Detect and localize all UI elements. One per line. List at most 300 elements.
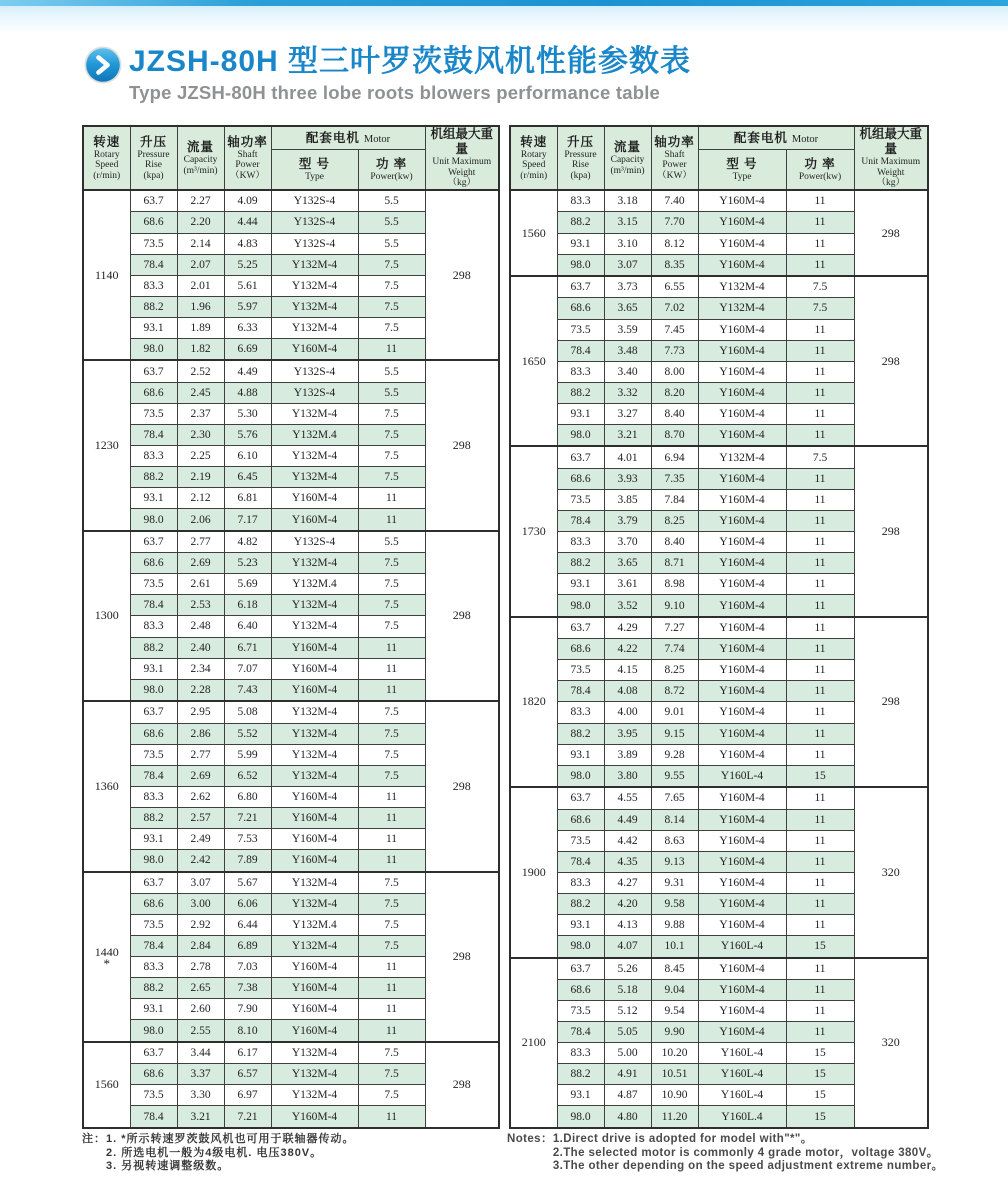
cell-motor-power: 11 xyxy=(786,1001,854,1022)
cell-pressure-rise: 68.6 xyxy=(130,553,177,574)
cell-motor-power: 7.5 xyxy=(358,744,425,765)
cell-pressure-rise: 88.2 xyxy=(557,382,604,403)
cell-motor-type: Y132M-4 xyxy=(271,723,358,744)
cell-shaft-power: 6.10 xyxy=(224,446,271,467)
cell-capacity: 4.29 xyxy=(604,617,651,639)
note-line: 2.The selected motor is commonly 4 grade motor，voltage 380V。 xyxy=(552,1146,939,1159)
cell-shaft-power: 5.67 xyxy=(224,872,271,894)
cell-capacity: 4.07 xyxy=(604,936,651,958)
cell-shaft-power: 7.70 xyxy=(651,212,698,233)
cell-motor-type: Y132M-4 xyxy=(271,254,358,275)
cell-pressure-rise: 68.6 xyxy=(130,893,177,914)
cell-capacity: 4.15 xyxy=(604,660,651,681)
cell-shaft-power: 6.52 xyxy=(224,765,271,786)
speed-cell: 1730 xyxy=(510,446,557,616)
cell-pressure-rise: 93.1 xyxy=(130,488,177,509)
cell-motor-type: Y160M-4 xyxy=(698,595,786,617)
cell-motor-type: Y160M-4 xyxy=(271,1106,358,1128)
table-header xyxy=(510,126,928,190)
cell-capacity: 4.27 xyxy=(604,872,651,893)
cell-shaft-power: 8.45 xyxy=(651,958,698,980)
cell-motor-type: Y132M.4 xyxy=(271,424,358,445)
cell-motor-type: Y160M-4 xyxy=(698,319,786,340)
cell-pressure-rise: 93.1 xyxy=(130,658,177,679)
cell-motor-type: Y160M-4 xyxy=(271,509,358,531)
cell-pressure-rise: 78.4 xyxy=(130,424,177,445)
cell-pressure-rise: 88.2 xyxy=(557,212,604,233)
cell-motor-type: Y160M-4 xyxy=(698,723,786,744)
cell-motor-power: 11 xyxy=(786,744,854,765)
cell-capacity: 2.65 xyxy=(177,978,224,999)
cell-motor-power: 7.5 xyxy=(358,296,425,317)
cell-motor-type: Y160M-4 xyxy=(271,1020,358,1042)
cell-motor-power: 11 xyxy=(786,553,854,574)
cell-capacity: 5.00 xyxy=(604,1043,651,1064)
cell-motor-power: 7.5 xyxy=(786,276,854,298)
cell-motor-power: 15 xyxy=(786,765,854,787)
cell-motor-type: Y160M-4 xyxy=(271,637,358,658)
speed-cell: 1560 xyxy=(83,1042,130,1128)
cell-pressure-rise: 63.7 xyxy=(557,787,604,809)
cell-motor-type: Y160M-4 xyxy=(698,190,786,212)
cell-capacity: 1.96 xyxy=(177,296,224,317)
speed-cell: 2100 xyxy=(510,958,557,1129)
cell-pressure-rise: 93.1 xyxy=(557,744,604,765)
cell-motor-type: Y160M-4 xyxy=(271,999,358,1020)
cell-pressure-rise: 93.1 xyxy=(557,574,604,595)
cell-capacity: 2.77 xyxy=(177,744,224,765)
cell-motor-power: 11 xyxy=(786,361,854,382)
cell-motor-power: 11 xyxy=(786,660,854,681)
cell-shaft-power: 7.40 xyxy=(651,190,698,212)
cell-pressure-rise: 63.7 xyxy=(130,531,177,553)
cell-motor-type: Y160M-4 xyxy=(271,850,358,872)
cell-shaft-power: 4.44 xyxy=(224,212,271,233)
cell-motor-power: 7.5 xyxy=(358,893,425,914)
cell-capacity: 4.87 xyxy=(604,1085,651,1106)
speed-cell: 1650 xyxy=(510,276,557,446)
cell-motor-power: 7.5 xyxy=(358,723,425,744)
cell-motor-power: 7.5 xyxy=(358,936,425,957)
cell-motor-type: Y160M-4 xyxy=(271,807,358,828)
cell-pressure-rise: 93.1 xyxy=(130,999,177,1020)
cell-pressure-rise: 73.5 xyxy=(557,319,604,340)
cell-pressure-rise: 98.0 xyxy=(130,850,177,872)
cell-capacity: 2.55 xyxy=(177,1020,224,1042)
table-header xyxy=(83,126,499,190)
cell-motor-power: 7.5 xyxy=(358,424,425,445)
cell-motor-type: Y132M-4 xyxy=(271,553,358,574)
cell-shaft-power: 8.40 xyxy=(651,403,698,424)
cell-motor-type: Y132M-4 xyxy=(271,893,358,914)
table-row xyxy=(510,190,928,212)
cell-capacity: 2.62 xyxy=(177,786,224,807)
table-row xyxy=(510,446,928,468)
cell-motor-power: 11 xyxy=(786,681,854,702)
cell-shaft-power: 7.07 xyxy=(224,658,271,679)
speed-cell: 1300 xyxy=(83,531,130,701)
cell-pressure-rise: 73.5 xyxy=(130,574,177,595)
cell-motor-type: Y160M-4 xyxy=(698,382,786,403)
cell-shaft-power: 7.73 xyxy=(651,340,698,361)
cell-motor-type: Y160L-4 xyxy=(698,1064,786,1085)
cell-motor-type: Y160M-4 xyxy=(698,660,786,681)
cell-capacity: 2.48 xyxy=(177,616,224,637)
cell-motor-type: Y132M-4 xyxy=(271,1064,358,1085)
cell-capacity: 3.93 xyxy=(604,468,651,489)
cell-capacity: 3.95 xyxy=(604,723,651,744)
notes-label: Notes： xyxy=(507,1133,553,1145)
cell-capacity: 2.61 xyxy=(177,574,224,595)
cell-motor-type: Y160M-4 xyxy=(698,574,786,595)
cell-pressure-rise: 88.2 xyxy=(130,637,177,658)
cell-motor-type: Y160M-4 xyxy=(698,340,786,361)
cell-pressure-rise: 78.4 xyxy=(557,510,604,531)
cell-shaft-power: 8.25 xyxy=(651,510,698,531)
cell-shaft-power: 9.58 xyxy=(651,893,698,914)
cell-pressure-rise: 88.2 xyxy=(130,807,177,828)
cell-motor-power: 5.5 xyxy=(358,190,425,212)
cell-motor-type: Y160M-4 xyxy=(271,957,358,978)
cell-pressure-rise: 83.3 xyxy=(130,275,177,296)
table-row xyxy=(510,617,928,639)
cell-motor-type: Y160M-4 xyxy=(698,489,786,510)
cell-shaft-power: 6.80 xyxy=(224,786,271,807)
table-row xyxy=(510,276,928,298)
cell-pressure-rise: 73.5 xyxy=(557,660,604,681)
cell-pressure-rise: 83.3 xyxy=(557,532,604,553)
performance-table-right xyxy=(509,125,929,1129)
cell-motor-type: Y132M-4 xyxy=(271,765,358,786)
cell-motor-type: Y132M-4 xyxy=(271,872,358,894)
cell-motor-power: 11 xyxy=(358,1106,425,1128)
cell-motor-power: 11 xyxy=(786,851,854,872)
cell-shaft-power: 6.33 xyxy=(224,317,271,338)
cell-motor-type: Y160M-4 xyxy=(698,979,786,1000)
cell-shaft-power: 7.35 xyxy=(651,468,698,489)
cell-pressure-rise: 83.3 xyxy=(557,190,604,212)
cell-capacity: 2.78 xyxy=(177,957,224,978)
cell-motor-power: 15 xyxy=(786,1064,854,1085)
cell-shaft-power: 6.45 xyxy=(224,467,271,488)
cell-capacity: 3.44 xyxy=(177,1042,224,1064)
cell-pressure-rise: 88.2 xyxy=(130,978,177,999)
cell-motor-power: 7.5 xyxy=(358,872,425,894)
cell-capacity: 3.27 xyxy=(604,403,651,424)
cell-pressure-rise: 83.3 xyxy=(130,446,177,467)
cell-capacity: 3.21 xyxy=(177,1106,224,1128)
cell-pressure-rise: 93.1 xyxy=(130,317,177,338)
weight-cell: 298 xyxy=(854,190,928,276)
cell-capacity: 5.18 xyxy=(604,979,651,1000)
cell-shaft-power: 6.06 xyxy=(224,893,271,914)
cell-capacity: 2.25 xyxy=(177,446,224,467)
cell-motor-power: 11 xyxy=(786,254,854,276)
cell-motor-power: 11 xyxy=(358,637,425,658)
speed-cell: 1560 xyxy=(510,190,557,276)
cell-motor-type: Y160M-4 xyxy=(698,830,786,851)
cell-motor-power: 5.5 xyxy=(358,531,425,553)
cell-capacity: 2.57 xyxy=(177,807,224,828)
cell-motor-power: 7.5 xyxy=(358,275,425,296)
cell-shaft-power: 6.69 xyxy=(224,338,271,360)
cell-shaft-power: 7.84 xyxy=(651,489,698,510)
cell-pressure-rise: 68.6 xyxy=(130,723,177,744)
cell-motor-power: 7.5 xyxy=(358,701,425,723)
cell-capacity: 2.53 xyxy=(177,595,224,616)
cell-motor-type: Y160L-4 xyxy=(698,765,786,787)
cell-capacity: 2.20 xyxy=(177,212,224,233)
cell-capacity: 2.77 xyxy=(177,531,224,553)
cell-shaft-power: 7.21 xyxy=(224,1106,271,1128)
weight-cell: 298 xyxy=(425,872,499,1042)
cell-pressure-rise: 78.4 xyxy=(557,681,604,702)
cell-capacity: 4.22 xyxy=(604,639,651,660)
cell-motor-power: 11 xyxy=(786,723,854,744)
cell-capacity: 5.05 xyxy=(604,1022,651,1043)
cell-motor-type: Y160M-4 xyxy=(698,702,786,723)
cell-capacity: 2.84 xyxy=(177,936,224,957)
cell-pressure-rise: 83.3 xyxy=(130,786,177,807)
cell-pressure-rise: 73.5 xyxy=(557,830,604,851)
cell-pressure-rise: 98.0 xyxy=(557,595,604,617)
cell-pressure-rise: 68.6 xyxy=(557,979,604,1000)
cell-capacity: 3.30 xyxy=(177,1085,224,1106)
note-line: 3.The other depending on the speed adjustment extreme number。 xyxy=(552,1160,944,1172)
cell-pressure-rise: 98.0 xyxy=(130,1020,177,1042)
cell-capacity: 4.80 xyxy=(604,1106,651,1128)
cell-motor-power: 7.5 xyxy=(786,298,854,319)
cell-motor-power: 7.5 xyxy=(358,616,425,637)
cell-capacity: 2.40 xyxy=(177,637,224,658)
cell-shaft-power: 6.17 xyxy=(224,1042,271,1064)
header-motor-type: 型 号 Type xyxy=(271,149,358,190)
cell-motor-power: 11 xyxy=(786,532,854,553)
cell-motor-power: 11 xyxy=(786,489,854,510)
cell-pressure-rise: 83.3 xyxy=(130,616,177,637)
cell-capacity: 2.92 xyxy=(177,915,224,936)
cell-motor-type: Y132M-4 xyxy=(271,595,358,616)
table-row xyxy=(510,958,928,980)
cell-motor-type: Y160M-4 xyxy=(271,679,358,701)
header-unit-weight: 机组最大重量 Unit Maximum Weight （kg） xyxy=(854,126,928,190)
cell-motor-power: 11 xyxy=(786,830,854,851)
speed-cell: 1230 xyxy=(83,360,130,530)
cell-capacity: 4.35 xyxy=(604,851,651,872)
cell-shaft-power: 6.18 xyxy=(224,595,271,616)
cell-capacity: 2.52 xyxy=(177,360,224,382)
cell-capacity: 2.69 xyxy=(177,553,224,574)
cell-motor-power: 11 xyxy=(786,787,854,809)
cell-motor-type: Y160M-4 xyxy=(698,809,786,830)
cell-motor-power: 15 xyxy=(786,1043,854,1064)
cell-motor-power: 11 xyxy=(358,999,425,1020)
cell-pressure-rise: 88.2 xyxy=(557,553,604,574)
note-line: 1. *所示转速罗茨鼓风机也可用于联轴器传动。 xyxy=(106,1133,355,1145)
cell-shaft-power: 5.23 xyxy=(224,553,271,574)
cell-shaft-power: 9.13 xyxy=(651,851,698,872)
cell-capacity: 2.42 xyxy=(177,850,224,872)
cell-motor-type: Y132M-4 xyxy=(271,744,358,765)
cell-shaft-power: 7.03 xyxy=(224,957,271,978)
cell-pressure-rise: 93.1 xyxy=(557,1085,604,1106)
cell-shaft-power: 8.10 xyxy=(224,1020,271,1042)
cell-motor-power: 11 xyxy=(786,403,854,424)
cell-motor-type: Y132M-4 xyxy=(698,446,786,468)
cell-motor-type: Y160M-4 xyxy=(698,872,786,893)
cell-pressure-rise: 98.0 xyxy=(557,424,604,446)
weight-cell: 298 xyxy=(854,446,928,616)
cell-pressure-rise: 63.7 xyxy=(130,701,177,723)
cell-pressure-rise: 68.6 xyxy=(557,298,604,319)
cell-motor-type: Y160M-4 xyxy=(698,233,786,254)
cell-motor-power: 11 xyxy=(358,658,425,679)
weight-cell: 298 xyxy=(854,276,928,446)
cell-pressure-rise: 93.1 xyxy=(557,403,604,424)
cell-motor-power: 15 xyxy=(786,1106,854,1128)
cell-pressure-rise: 63.7 xyxy=(557,276,604,298)
cell-shaft-power: 7.74 xyxy=(651,639,698,660)
cell-motor-power: 11 xyxy=(358,850,425,872)
cell-pressure-rise: 83.3 xyxy=(130,957,177,978)
cell-motor-type: Y160M-4 xyxy=(698,893,786,914)
cell-pressure-rise: 78.4 xyxy=(130,936,177,957)
cell-pressure-rise: 78.4 xyxy=(130,765,177,786)
cell-capacity: 3.07 xyxy=(604,254,651,276)
header-rotary-speed: 转速 Rotary Speed (r/min) xyxy=(510,126,557,190)
cell-capacity: 4.20 xyxy=(604,893,651,914)
cell-motor-type: Y160M-4 xyxy=(698,1022,786,1043)
cell-capacity: 2.60 xyxy=(177,999,224,1020)
cell-shaft-power: 5.25 xyxy=(224,254,271,275)
cell-shaft-power: 9.15 xyxy=(651,723,698,744)
speed-cell: 1820 xyxy=(510,617,557,787)
header-motor-type: 型 号 Type xyxy=(698,149,786,190)
cell-motor-type: Y132M-4 xyxy=(271,317,358,338)
cell-pressure-rise: 98.0 xyxy=(130,509,177,531)
header-unit-weight: 机组最大重量 Unit Maximum Weight （kg） xyxy=(425,126,499,190)
cell-capacity: 3.21 xyxy=(604,424,651,446)
cell-motor-type: Y160M-4 xyxy=(698,958,786,980)
cell-motor-power: 15 xyxy=(786,1085,854,1106)
cell-pressure-rise: 98.0 xyxy=(557,254,604,276)
cell-shaft-power: 7.21 xyxy=(224,807,271,828)
cell-capacity: 2.14 xyxy=(177,233,224,254)
cell-motor-power: 11 xyxy=(358,338,425,360)
cell-pressure-rise: 63.7 xyxy=(557,617,604,639)
cell-motor-power: 7.5 xyxy=(358,553,425,574)
cell-motor-type: Y132M-4 xyxy=(271,403,358,424)
cell-capacity: 3.18 xyxy=(604,190,651,212)
cell-pressure-rise: 68.6 xyxy=(130,212,177,233)
cell-motor-type: Y160M-4 xyxy=(698,403,786,424)
cell-shaft-power: 7.89 xyxy=(224,850,271,872)
cell-motor-power: 7.5 xyxy=(358,446,425,467)
cell-capacity: 2.49 xyxy=(177,829,224,850)
cell-shaft-power: 4.83 xyxy=(224,233,271,254)
cell-motor-type: Y160M-4 xyxy=(698,254,786,276)
cell-shaft-power: 9.90 xyxy=(651,1022,698,1043)
cell-motor-type: Y132M.4 xyxy=(271,574,358,595)
cell-capacity: 3.70 xyxy=(604,532,651,553)
header-motor: 配套电机 Motor xyxy=(271,126,425,149)
cell-shaft-power: 8.25 xyxy=(651,660,698,681)
cell-pressure-rise: 68.6 xyxy=(557,639,604,660)
cell-motor-type: Y132S-4 xyxy=(271,233,358,254)
cell-capacity: 4.01 xyxy=(604,446,651,468)
cell-pressure-rise: 78.4 xyxy=(130,254,177,275)
cell-motor-type: Y160M-4 xyxy=(271,978,358,999)
cell-capacity: 2.27 xyxy=(177,190,224,212)
cell-pressure-rise: 83.3 xyxy=(557,361,604,382)
cell-motor-type: Y132M.4 xyxy=(271,915,358,936)
header-motor: 配套电机 Motor xyxy=(698,126,854,149)
cell-capacity: 2.34 xyxy=(177,658,224,679)
cell-pressure-rise: 83.3 xyxy=(557,1043,604,1064)
cell-motor-power: 11 xyxy=(358,509,425,531)
cell-shaft-power: 5.97 xyxy=(224,296,271,317)
cell-capacity: 2.30 xyxy=(177,424,224,445)
speed-cell: 1140 xyxy=(83,190,130,360)
cell-shaft-power: 9.01 xyxy=(651,702,698,723)
notes-chinese xyxy=(82,1133,355,1174)
cell-pressure-rise: 63.7 xyxy=(130,360,177,382)
table-row xyxy=(83,1042,499,1064)
cell-motor-type: Y160M-4 xyxy=(698,639,786,660)
cell-capacity: 2.37 xyxy=(177,403,224,424)
cell-shaft-power: 9.04 xyxy=(651,979,698,1000)
notes-english xyxy=(507,1133,943,1174)
cell-motor-power: 7.5 xyxy=(358,1085,425,1106)
note-line: 2. 所选电机一般为4级电机. 电压380V。 xyxy=(106,1146,323,1159)
cell-motor-type: Y132M-4 xyxy=(271,446,358,467)
cell-motor-power: 7.5 xyxy=(358,574,425,595)
table-body-right xyxy=(510,190,928,1128)
arrow-circle-icon xyxy=(84,46,122,84)
cell-capacity: 3.85 xyxy=(604,489,651,510)
cell-motor-type: Y160M-4 xyxy=(698,681,786,702)
cell-capacity: 2.07 xyxy=(177,254,224,275)
cell-motor-type: Y160M-4 xyxy=(698,212,786,233)
cell-shaft-power: 7.45 xyxy=(651,319,698,340)
cell-shaft-power: 7.53 xyxy=(224,829,271,850)
cell-capacity: 3.40 xyxy=(604,361,651,382)
cell-motor-type: Y132M-4 xyxy=(271,701,358,723)
cell-motor-power: 11 xyxy=(786,340,854,361)
cell-motor-power: 11 xyxy=(358,679,425,701)
cell-capacity: 2.69 xyxy=(177,765,224,786)
header-motor-power: 功 率 Power(kw) xyxy=(358,149,425,190)
cell-motor-power: 11 xyxy=(786,1022,854,1043)
cell-pressure-rise: 68.6 xyxy=(557,809,604,830)
cell-motor-type: Y160M-4 xyxy=(698,510,786,531)
cell-shaft-power: 6.81 xyxy=(224,488,271,509)
cell-motor-power: 11 xyxy=(786,319,854,340)
cell-motor-type: Y160M-4 xyxy=(698,1001,786,1022)
cell-shaft-power: 8.63 xyxy=(651,830,698,851)
cell-motor-type: Y160M-4 xyxy=(698,361,786,382)
cell-motor-power: 7.5 xyxy=(358,1064,425,1085)
cell-motor-power: 7.5 xyxy=(358,765,425,786)
cell-motor-type: Y160M-4 xyxy=(271,338,358,360)
top-blue-stripe xyxy=(0,0,1008,6)
cell-motor-power: 5.5 xyxy=(358,233,425,254)
cell-shaft-power: 7.02 xyxy=(651,298,698,319)
cell-motor-power: 11 xyxy=(786,958,854,980)
cell-capacity: 4.91 xyxy=(604,1064,651,1085)
cell-motor-power: 11 xyxy=(786,424,854,446)
cell-shaft-power: 8.72 xyxy=(651,681,698,702)
